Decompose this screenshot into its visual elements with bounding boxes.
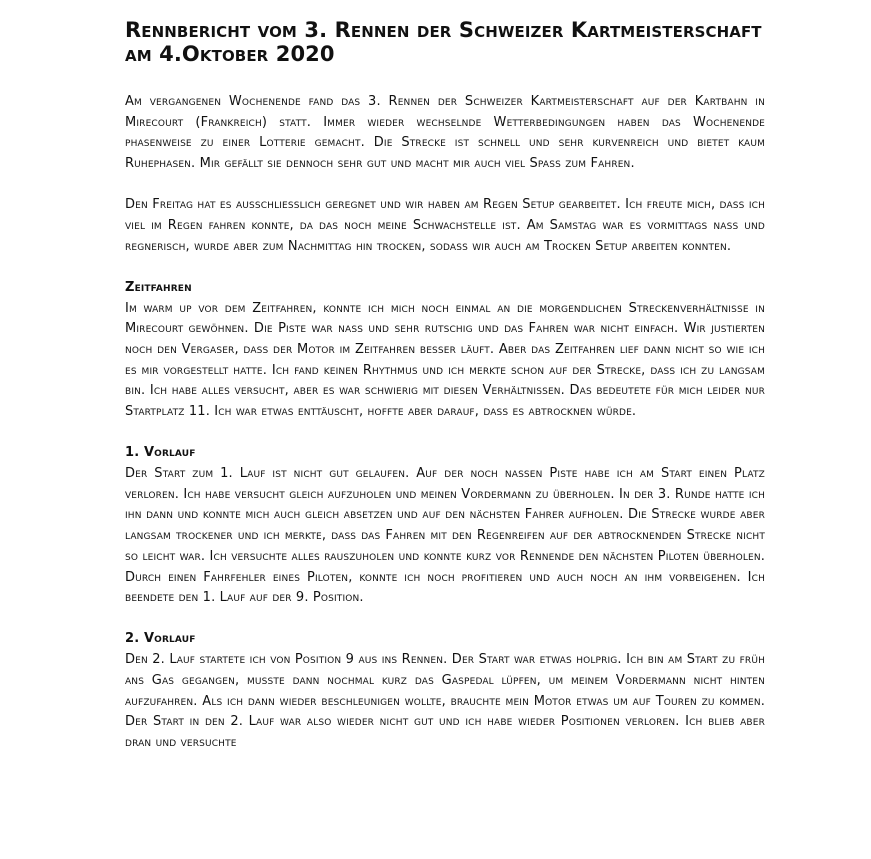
section-vorlauf-2	[125, 629, 765, 753]
document-page	[125, 18, 765, 774]
section-text: Den 2. Lauf startete ich von Position 9 aus ins Rennen. Der Start war etwas holprig. Ich bin am Start zu früh ans Gas gegangen, musste dann nochmal kurz das Gaspedal lüpfen, um meinem Vordermann nicht hinten aufzufahren. Als ich dann wieder beschleunigen wollte, brauchte mein Motor etwas um auf Touren zu kommen. Der Start in den 2. Lauf war also wieder nicht gut und ich habe wieder Positionen verloren. Ich blieb aber dran und versuchte	[125, 652, 765, 750]
section-heading: Zeitfahren	[125, 279, 192, 295]
section-zeitfahren	[125, 278, 765, 423]
intro-paragraph-1: Am vergangenen Wochenende fand das 3. Rennen der Schweizer Kartmeisterschaft auf der Kartbahn in Mirecourt (Frankreich) statt. Immer wieder wechselnde Wetterbedingungen haben das Wochenende phasenweise zu einer Lotterie gemacht. Die Strecke ist schnell und sehr kurvenreich und bietet kaum Ruhephasen. Mir gefällt sie dennoch sehr gut und macht mir auch viel Spass zum Fahren.	[125, 94, 765, 172]
document-title: Rennbericht vom 3. Rennen der Schweizer Kartmeisterschaft am 4.Oktober 2020	[125, 18, 762, 66]
section-text: Der Start zum 1. Lauf ist nicht gut gelaufen. Auf der noch nassen Piste habe ich am Start einen Platz verloren. Ich habe versucht gleich aufzuholen und meinen Vordermann zu überholen. In der 3. Runde hatte ich ihn dann und konnte mich auch gleich absetzen und auf den nächsten Fahrer aufholen. Die Strecke wurde aber langsam trockener und ich merkte, dass das Fahren mit den Regenreifen auf der abtrocknenden Strecke nicht so leicht war. Ich versuchte alles rauszuholen und konnte kurz vor Rennende den nächsten Piloten überholen. Durch einen Fahrfehler eines Piloten, konnte ich noch profitieren und auch noch an ihm vorbeigehen. Ich beendete den 1. Lauf auf der 9. Position.	[125, 466, 765, 606]
section-text: Im warm up vor dem Zeitfahren, konnte ich mich noch einmal an die morgendlichen Streckenverhältnisse in Mirecourt gewöhnen. Die Piste war nass und sehr rutschig und das Fahren war nicht einfach. Wir justierten noch den Vergaser, dass der Motor im Zeitfahren besser läuft. Aber das Zeitfahren lief dann nicht so wie ich es mir vorgestellt hatte. Ich fand keinen Rhythmus und ich merkte schon auf der Strecke, dass ich zu langsam bin. Ich habe alles versucht, aber es war schwierig mit diesen Verhältnissen. Das bedeutete für mich leider nur Startplatz 11. Ich war etwas enttäuscht, hoffte aber darauf, dass es abtrocknen würde.	[125, 300, 765, 420]
section-heading: 1. Vorlauf	[125, 445, 196, 461]
intro-paragraph-2: Den Freitag hat es ausschliesslich geregnet und wir haben am Regen Setup gearbeitet. Ich freute mich, dass ich viel im Regen fahren konnte, da das noch meine Schwachstelle ist. Am Samstag war es vormittags nass und regnerisch, wurde aber zum Nachmittag hin trocken, sodass wir auch am Trocken Setup arbeiten konnten.	[125, 197, 765, 254]
section-vorlauf-1	[125, 443, 765, 609]
section-heading: 2. Vorlauf	[125, 631, 196, 647]
